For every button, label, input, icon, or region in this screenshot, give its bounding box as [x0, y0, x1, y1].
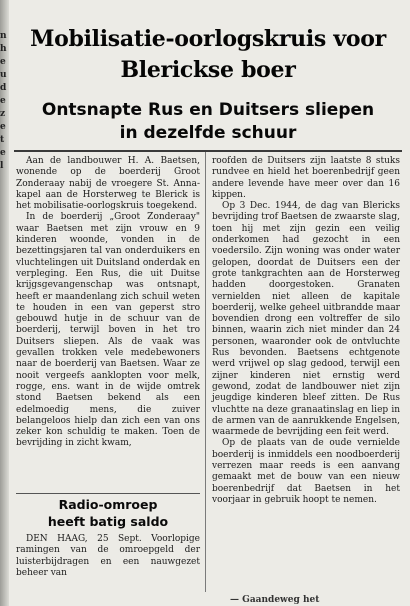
article-column-1: [16, 156, 200, 450]
bottom-fragment: — Gaandeweg het: [230, 595, 320, 605]
sidebar-article: [16, 534, 200, 579]
headline-line-1: Mobilisatie-oorlogskruis voor: [30, 26, 386, 52]
article-paragraph: In de boerderij „Groot Zonderaay" waar Baetsen met zijn vrouw en 9 kinderen woonde, vonden in de bezettingsjaren tal van onderduikers en vluchtelingen uit Duitsland onderdak en verpleging. Een Rus, die uit Duitse krijgsgevangenschap was ontsnapt, heeft er maandenlang zich schuil weten te houden in een van geperst stro gebouwd hutje in de schuur van de boerderij, terwijl boven in het tro Duitsers sliepen. Als de vaak was gevallen trokken vele medebewoners naar de boerderij van Baetsen. Waar ze nooit vergeefs aanklopten voor melk, rogge, ens. want in de wijde omtrek stond Baetsen bekend als een edelmoedig mens, die zuiver belangeloos hielp dan zich een van ons zeker kon schuldig te maken. Toen de bevrijding in zicht kwam,: [16, 212, 200, 449]
article-paragraph: Aan de landbouwer H. A. Baetsen, wonende op de boerderij Groot Zonderaay nabij de vroegere St. Anna-kapel aan de Horsterweg te Blerick is het mobilisatie-oorlogskruis toegekend.: [16, 156, 200, 212]
headline-rule: [14, 150, 402, 152]
sidebar-headline-2: heeft batig saldo: [47, 514, 169, 529]
column-divider: [205, 152, 206, 592]
subheadline-line-2: in dezelfde schuur: [119, 123, 297, 143]
subheadline-line-1: Ontsnapte Rus en Duitsers sliepen: [41, 100, 375, 120]
article-paragraph: roofden de Duitsers zijn laatste 8 stuks rundvee en hield het boerenbedrijf geen andere levende have meer over dan 16 kippen.: [212, 156, 400, 200]
left-column-fragment: n h e u d e z e t e l: [0, 31, 7, 171]
headline-line-2: Blerickse boer: [120, 57, 296, 83]
article-paragraph: Op 3 Dec. 1944, de dag van Blericks bevrijding trof Baetsen de zwaarste slag, toen hij met zijn gezin een veilig onderkomen had gezocht in een voedersilo. Zijn woning was onder water gelopen, doordat de Duitsers een der grote tankgrachten aan de Horsterweg hadden doorgestoken. Granaten vernielden niet alleen de kapitale boerderij, welke geheel uitbrandde maar bovendien drong een voltreffer de silo binnen, waarin zich niet minder dan 24 personen, waaronder ook de ontvluchte Rus bevonden. Baetsens echtgenote werd vrijwel op slag gedood, terwijl een zijner kinderen niet ernstig werd gewond, zodat de landbouwer niet zijn jeugdige kinderen bleef zitten. De Rus vluchtte na deze granaatinslag en liep in de armen van de aanrukkende Engelsen, waarmede de bevrijding een feit werd.: [212, 201, 400, 438]
article-paragraph: Op de plaats van de oude vernielde boerderij is inmiddels een noodboerderij verrezen maar reeds is een aanvang gemaakt met de bouw van een nieuw boerenbedrijf dat Baetsen in het voorjaar in gebruik hoopt te nemen.: [212, 438, 400, 505]
article-column-2: [212, 156, 400, 506]
sidebar-paragraph: DEN HAAG, 25 Sept. Voorlopige ramingen van de omroepgeld der luisterbijdragen en een nauwgezet beheer van: [16, 534, 200, 578]
sidebar-headline-1: Radio-omroep: [58, 497, 158, 512]
sidebar-rule: [16, 493, 200, 494]
